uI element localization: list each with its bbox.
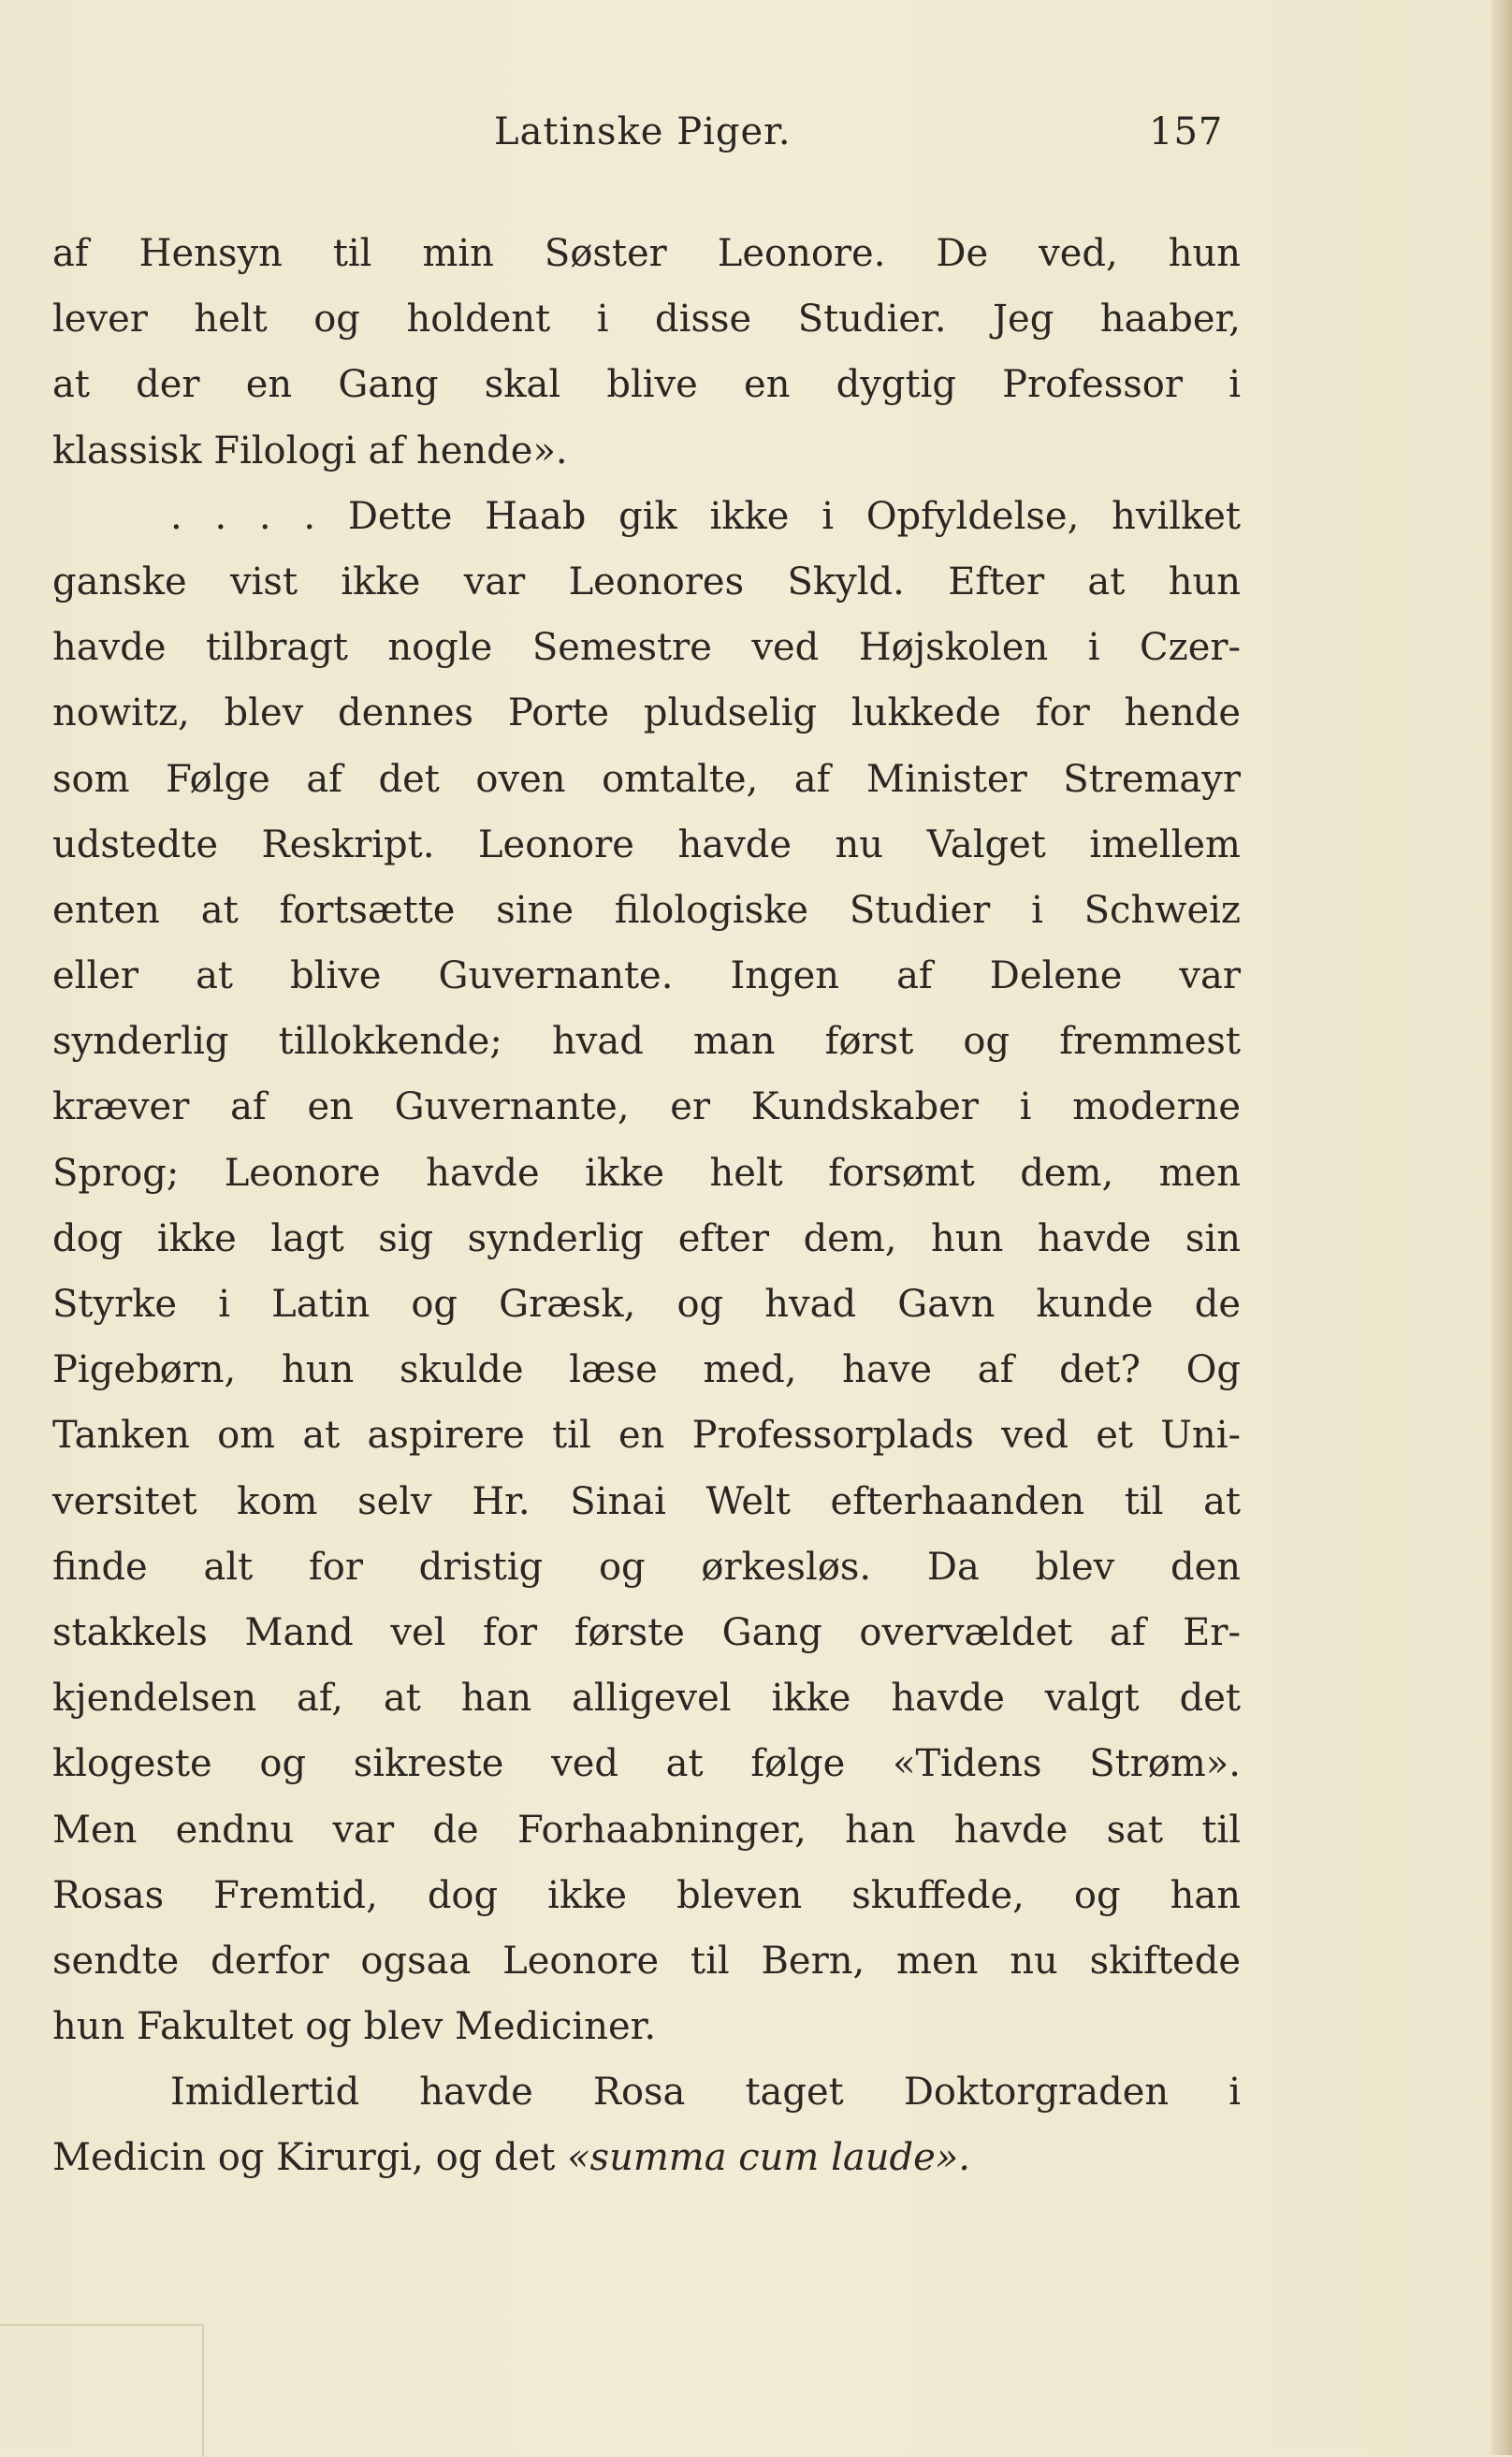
- text-line: hun Fakultet og blev Mediciner.: [52, 2005, 657, 2049]
- text-line: Men endnu var de Forhaabninger, han havde sat til: [52, 1808, 1241, 1852]
- text-line: at der en Gang skal blive en dygtig Professor i: [52, 363, 1241, 407]
- body-text: [52, 221, 1241, 2191]
- text-line: Sprog; Leonore havde ikke helt forsømt dem, men: [52, 1151, 1241, 1195]
- text-line: Pigebørn, hun skulde læse med, have af det? Og: [52, 1348, 1241, 1392]
- text-line: lever helt og holdent i disse Studier. Jeg haaber,: [52, 298, 1241, 342]
- text-line: Styrke i Latin og Græsk, og hvad Gavn kunde de: [52, 1283, 1241, 1326]
- text-line: finde alt for dristig og ørkesløs. Da blev den: [52, 1545, 1241, 1589]
- text-line: Tanken om at aspirere til en Professorplads ved et Uni-: [52, 1414, 1241, 1458]
- text-line: ganske vist ikke var Leonores Skyld. Efter at hun: [52, 560, 1241, 603]
- text-line: . . . . Dette Haab gik ikke i Opfyldelse, hvilket: [170, 494, 1241, 538]
- text-line: klassisk Filologi af hende».: [52, 429, 568, 472]
- text-line: kræver af en Guvernante, er Kundskaber i moderne: [52, 1085, 1241, 1129]
- text-line: klogeste og sikreste ved at følge «Tidens Strøm».: [52, 1742, 1241, 1786]
- page-header: [0, 110, 1512, 167]
- text-line: kjendelsen af, at han alligevel ikke havde valgt det: [52, 1677, 1241, 1721]
- text-line: dog ikke lagt sig synderlig efter dem, hun havde sin: [52, 1216, 1241, 1260]
- text-line: stakkels Mand vel for første Gang overvældet af Er-: [52, 1610, 1241, 1654]
- text-line: Rosas Fremtid, dog ikke bleven skuffede, og han: [52, 1873, 1241, 1917]
- text-line: versitet kom selv Hr. Sinai Welt efterhaanden til at: [52, 1479, 1241, 1523]
- text-line: af Hensyn til min Søster Leonore. De ved, hun: [52, 232, 1241, 275]
- text-line: som Følge af det oven omtalte, af Minister Stremayr: [52, 757, 1241, 801]
- text-line: eller at blive Guvernante. Ingen af Delene var: [52, 954, 1241, 998]
- text-line: havde tilbragt nogle Semestre ved Højskolen i Czer-: [52, 626, 1241, 670]
- text-line-last: [52, 2125, 1241, 2190]
- running-title: Latinske Piger.: [494, 110, 792, 153]
- text-line: Imidlertid havde Rosa taget Doktorgraden i: [170, 2071, 1241, 2115]
- text-line: enten at fortsætte sine filologiske Studier i Schweiz: [52, 888, 1241, 932]
- text-line: sendte derfor ogsaa Leonore til Bern, men nu skiftede: [52, 1939, 1241, 1983]
- text-line: synderlig tillokkende; hvad man først og fremmest: [52, 1020, 1241, 1064]
- page-edge: [1491, 0, 1512, 2455]
- page-number: 157: [1149, 110, 1224, 153]
- last-line-italic: «summa cum laude».: [567, 2136, 970, 2180]
- page-fold-mark: [0, 2324, 204, 2457]
- last-line-prefix: Medicin og Kirurgi, og det: [52, 2136, 568, 2180]
- text-line: nowitz, blev dennes Porte pludselig lukkede for hende: [52, 691, 1241, 735]
- text-line: udstedte Reskript. Leonore havde nu Valget imellem: [52, 822, 1241, 866]
